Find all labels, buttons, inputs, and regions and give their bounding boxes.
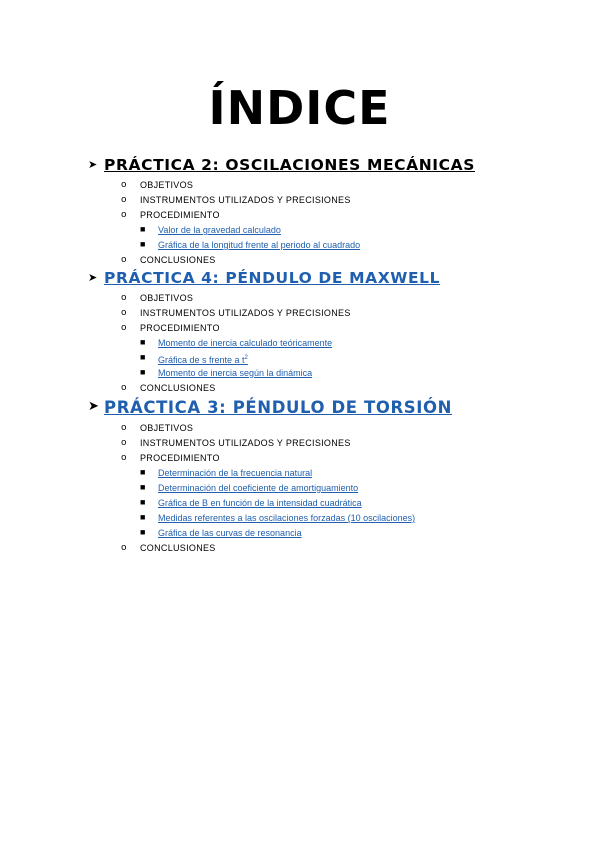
toc-subitem[interactable] (88, 511, 579, 526)
heading-link[interactable]: PRÁCTICA 4: PÉNDULO DE MAXWELL (104, 269, 441, 287)
square-bullet-icon: ■ (140, 367, 146, 377)
toc-subitem[interactable] (88, 496, 579, 511)
toc-link[interactable]: Gráfica de las curvas de resonancia (158, 528, 302, 538)
square-bullet-icon: ■ (140, 239, 146, 249)
toc-subitem[interactable] (88, 223, 579, 238)
square-bullet-icon: ■ (140, 497, 146, 507)
toc-link[interactable]: Gráfica de B en función de la intensidad cuadrática (158, 498, 362, 508)
toc-link[interactable]: Determinación del coeficiente de amortiguamiento (158, 483, 359, 493)
square-bullet-icon: ■ (140, 482, 146, 492)
circle-bullet-icon: o (121, 438, 127, 448)
square-bullet-icon: ■ (140, 512, 146, 522)
circle-bullet-icon: o (121, 210, 127, 220)
square-bullet-icon: ■ (140, 224, 146, 234)
toc-item: o PROCEDIMIENTO (88, 451, 579, 466)
toc-heading[interactable] (88, 154, 579, 176)
toc-subitem[interactable] (88, 336, 579, 351)
toc-item: o INSTRUMENTOS UTILIZADOS Y PRECISIONES (88, 193, 579, 208)
toc-section-practica-2 (88, 154, 579, 268)
circle-bullet-icon: o (121, 543, 127, 553)
toc-link[interactable]: Momento de inercia según la dinámica (158, 368, 313, 378)
toc-item: o INSTRUMENTOS UTILIZADOS Y PRECISIONES (88, 306, 579, 321)
circle-bullet-icon: o (121, 195, 127, 205)
circle-bullet-icon: o (121, 323, 127, 333)
toc-item: o CONCLUSIONES (88, 541, 579, 556)
toc-link[interactable]: Momento de inercia calculado teóricamente (158, 338, 333, 348)
toc-heading[interactable] (88, 396, 579, 418)
toc-subitem[interactable] (88, 366, 579, 381)
toc-subitem[interactable] (88, 466, 579, 481)
toc-item: o CONCLUSIONES (88, 381, 579, 396)
circle-bullet-icon: o (121, 293, 127, 303)
toc-link[interactable]: Determinación de la frecuencia natural (158, 468, 313, 478)
toc-link[interactable]: Gráfica de s frente a $t^2$ (158, 355, 248, 365)
toc-subitem[interactable] (88, 481, 579, 496)
toc-item: o OBJETIVOS (88, 421, 579, 436)
circle-bullet-icon: o (121, 453, 127, 463)
toc-item: o PROCEDIMIENTO (88, 208, 579, 223)
square-bullet-icon: ■ (140, 337, 146, 347)
toc-item: o PROCEDIMIENTO (88, 321, 579, 336)
page-title: ÍNDICE (208, 81, 391, 135)
toc-item: o OBJETIVOS (88, 178, 579, 193)
toc-link[interactable]: Medidas referentes a las oscilaciones forzadas (10 oscilaciones) (158, 513, 416, 523)
toc-section-practica-4 (88, 267, 579, 396)
toc-subitem[interactable] (88, 526, 579, 541)
toc-heading[interactable] (88, 267, 579, 289)
toc-subitem[interactable] (88, 238, 579, 253)
toc-item: o CONCLUSIONES (88, 253, 579, 268)
arrow-bullet-icon: ➤ (88, 399, 99, 414)
circle-bullet-icon: o (121, 308, 127, 318)
superscript: 2 (244, 355, 248, 361)
heading-text[interactable]: PRÁCTICA 2: OSCILACIONES MECÁNICAS (104, 156, 476, 174)
heading-link[interactable]: PRÁCTICA 3: PÉNDULO DE TORSIÓN (104, 397, 453, 417)
toc-link[interactable]: Valor de la gravedad calculado (158, 225, 281, 235)
toc-subitem[interactable] (88, 351, 579, 366)
square-bullet-icon: ■ (140, 527, 146, 537)
circle-bullet-icon: o (121, 423, 127, 433)
toc-section-practica-3 (88, 396, 579, 556)
toc-link[interactable]: Gráfica de la longitud frente al periodo al cuadrado (158, 240, 361, 250)
circle-bullet-icon: o (121, 383, 127, 393)
square-bullet-icon: ■ (140, 352, 146, 362)
square-bullet-icon: ■ (140, 467, 146, 477)
toc-item: o INSTRUMENTOS UTILIZADOS Y PRECISIONES (88, 436, 579, 451)
circle-bullet-icon: o (121, 255, 127, 265)
circle-bullet-icon: o (121, 180, 127, 190)
arrow-bullet-icon: ➤ (88, 271, 98, 284)
toc-item: o OBJETIVOS (88, 291, 579, 306)
arrow-bullet-icon: ➤ (88, 158, 98, 171)
